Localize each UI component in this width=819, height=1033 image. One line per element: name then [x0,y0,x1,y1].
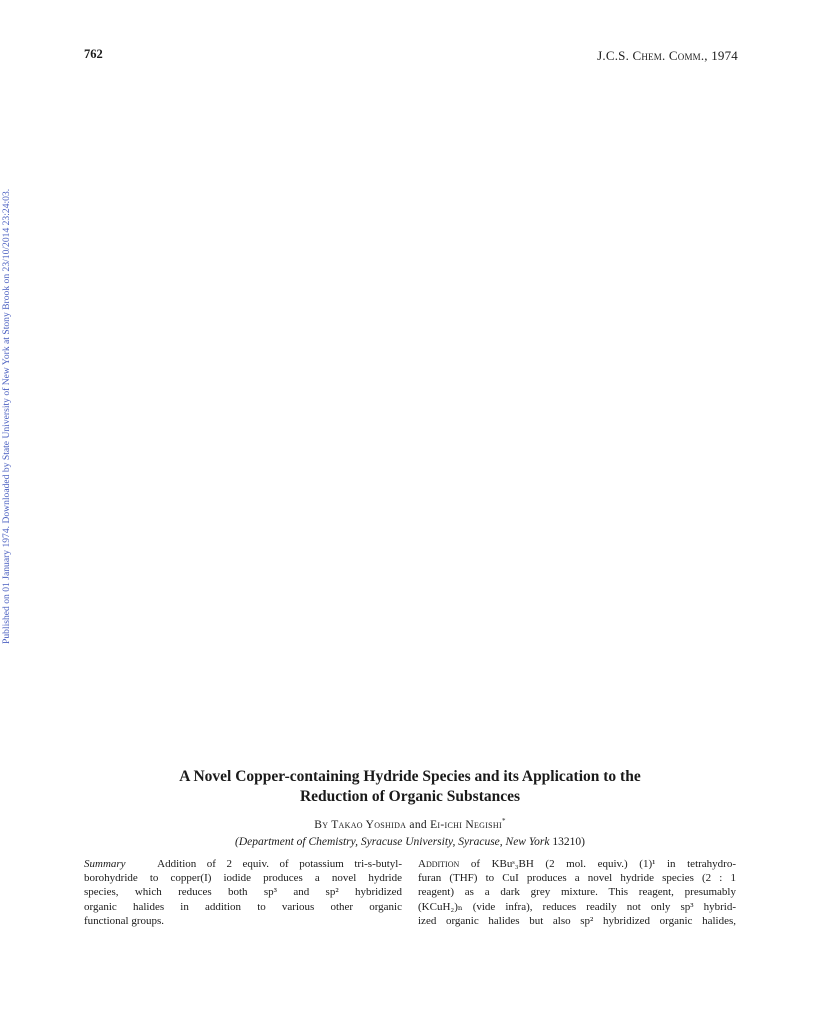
summary-line-4: organic halides in addition to various other organic [84,900,402,913]
journal-prefix: J.C.S. [597,48,633,63]
article-title [100,767,720,806]
page-number: 762 [84,47,103,61]
body-line-2: furan (THF) to CuI produces a novel hydride species (2 : 1 [418,872,736,885]
byline [100,819,720,831]
author-1: Takao Yoshida [331,819,407,831]
journal-name: Chem. Comm. [632,48,705,63]
journal-year: , 1974 [704,48,738,63]
body-line-3: reagent) as a dark grey mixture. This reagent, presumably [418,886,736,899]
corresponding-mark: * [501,817,506,826]
affiliation [100,836,720,848]
journal-header [597,48,738,64]
affiliation-zip: 13210) [552,836,585,848]
title-line-2: Reduction of Organic Substances [299,787,521,805]
by-label: By [314,819,332,831]
body-line-5: ized organic halides but also sp² hybridized organic halides, [418,914,736,927]
body-line-1 [418,857,736,871]
summary-text-1: Addition of 2 equiv. of potassium tri-s-butyl- [157,858,403,870]
title-line-1: A Novel Copper-containing Hydride Species and its Application to the [179,768,641,785]
summary-line-2: borohydride to copper(I) iodide produces a novel hydride [84,872,402,885]
body-line-4: (KCuH₂)ₙ (vide infra), reduces readily not only sp³ hybrid- [418,900,736,913]
summary-column [84,857,402,928]
body-column [418,857,736,928]
body-lead: Addition [418,858,460,870]
affiliation-dept: (Department of Chemistry, Syracuse University, Syracuse, New York [235,836,553,848]
body-line-1-rest: of KBuˢ₃BH (2 mol. equiv.) (1)¹ in tetrahydro- [459,858,736,870]
summary-label: Summary [84,858,126,870]
and-label: and [406,819,431,831]
summary-line-5: functional groups. [84,914,165,927]
author-2: Ei-ichi Negishi [430,819,502,831]
summary-line-1 [84,857,402,871]
download-provenance-link[interactable]: Published on 01 January 1974. Downloaded by State University of New York at Stony Brook on 23/10/2014 23:24:03. [1,188,12,644]
summary-line-3: species, which reduces both sp³ and sp² hybridized [84,886,402,899]
